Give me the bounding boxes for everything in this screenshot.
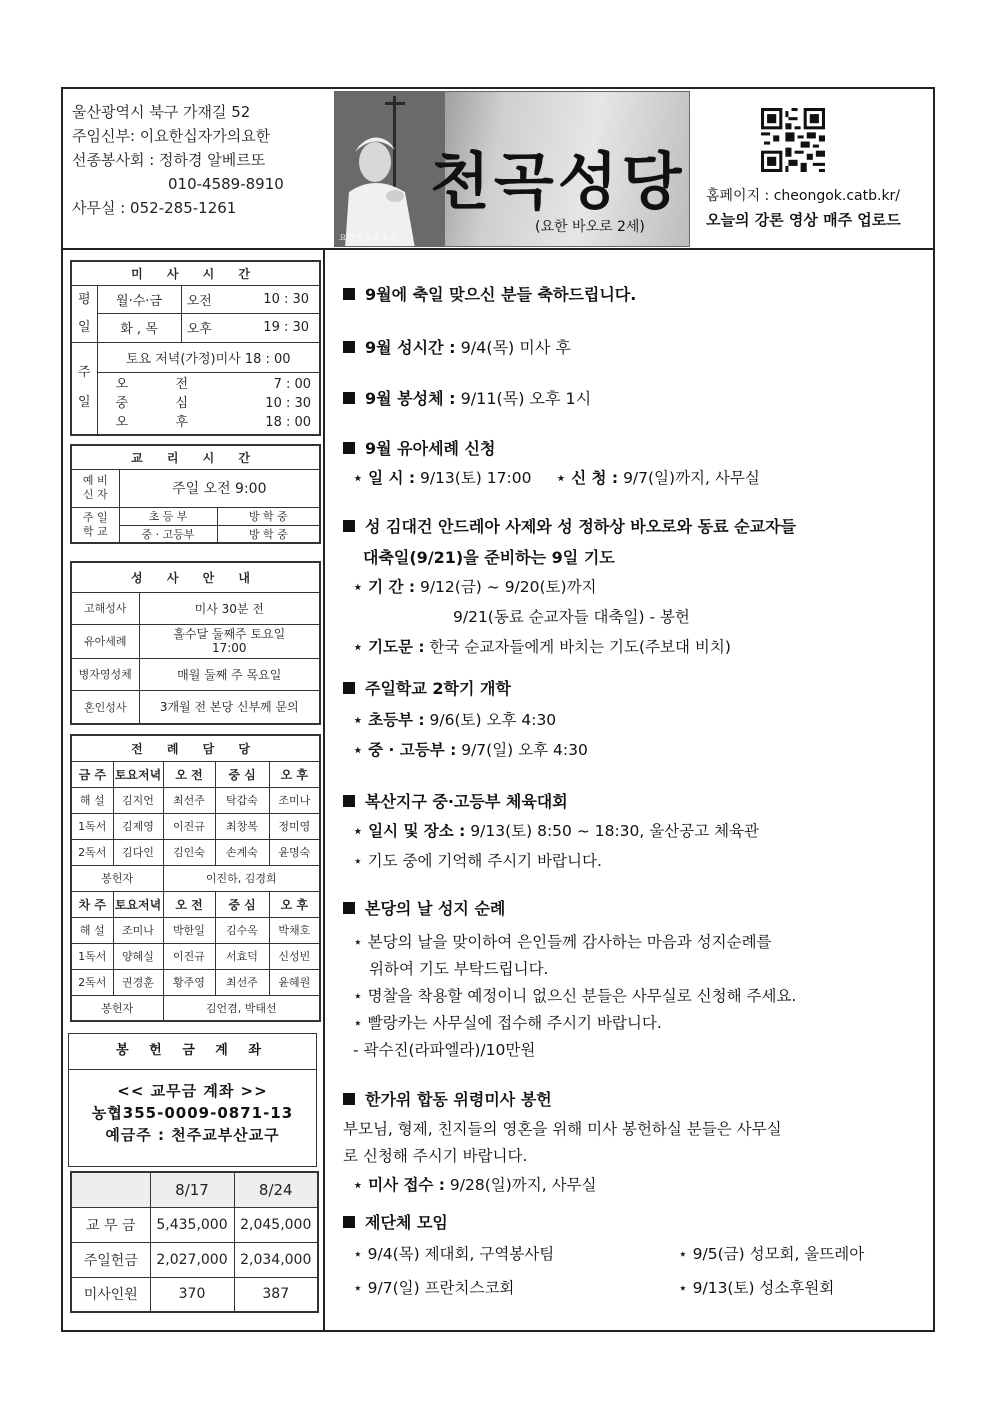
square-bullet-icon — [343, 341, 355, 353]
roster-header: 오 후 — [269, 891, 320, 917]
sacrament-info: 3개월 전 본당 신부께 문의 — [139, 690, 320, 724]
sacrament-info: 홀수달 둘째주 토요일 17:00 — [139, 624, 320, 658]
sacraments-table — [70, 561, 321, 725]
square-bullet-icon — [343, 520, 355, 532]
table-row: 교 무 금 5,435,000 2,045,000 — [71, 1207, 318, 1242]
table-row: 봉헌자 이진하, 김경희 — [71, 865, 320, 891]
notice-holy-hour: 9월 성시간 : 9/4(목) 미사 후 — [343, 335, 933, 358]
weekday-days: 화 , 목 — [97, 314, 181, 343]
notice-requiem-mass: 한가위 합동 위령미사 봉헌 부모님, 형제, 친지들의 영혼을 위해 미사 봉헌하실 분들은 사무실 로 신청해 주시기 바랍니다. ⋆ 미사 접수 : 9/28(일)까지, 사무실 — [343, 1090, 782, 1194]
weekday-ampm: 오후 — [181, 314, 217, 343]
catechism-table — [70, 444, 321, 544]
church-patron: (요한 바오로 2세) — [535, 219, 645, 235]
sacrament-info: 미사 30분 전 — [139, 592, 320, 624]
address: 울산광역시 북구 가재길 52 — [72, 103, 251, 121]
square-bullet-icon — [343, 288, 355, 300]
weekday-time: 19 : 30 — [217, 314, 320, 343]
qr-code-icon[interactable] — [761, 108, 825, 172]
finance-corner — [71, 1172, 150, 1207]
pope-photo — [335, 92, 445, 247]
roster-header: 금 주 — [71, 761, 113, 787]
sunday-mass-row: 오 전 7 : 00 — [115, 376, 312, 392]
sacrament-name: 병자영성체 — [71, 658, 139, 690]
council: 선종봉사회 : 정하경 알베르또 — [72, 151, 266, 169]
saturday-mass: 토요 저녁(가정)미사 18 : 00 — [97, 342, 320, 372]
table-row: 1독서 양혜실 이진규 서효덕 신성빈 — [71, 943, 320, 969]
weekday-days: 월·수·금 — [97, 285, 181, 314]
sacrament-info: 매월 둘째 주 목요일 — [139, 658, 320, 690]
catechumen-time: 주일 오전 9:00 — [119, 469, 320, 507]
church-info — [72, 100, 284, 220]
square-bullet-icon — [343, 795, 355, 807]
photo-caption: 요한 바오로 2세 — [339, 233, 396, 242]
notice-sports-day: 복산지구 중·고등부 체육대회 ⋆ 일시 및 장소 : 9/13(토) 8:50 ~ 18:30, 울산공고 체육관 ⋆ 기도 중에 기억해 주시기 바랍니다. — [343, 789, 933, 876]
notice-group-meetings: 제단체 모임 ⋆ 9/4(목) 제대회, 구역봉사팀 ⋆ 9/5(금) 성모회, 울뜨레아 ⋆ 9/7(일) 프란치스코회 ⋆ 9/13(토) 성소후원회 — [343, 1210, 933, 1305]
catechumen-label: 예 비 신 자 — [71, 469, 119, 507]
roster-header: 오 전 — [163, 761, 215, 787]
roster-header: 차 주 — [71, 891, 113, 917]
weekday-time: 10 : 30 — [217, 285, 320, 314]
finance-date: 8/24 — [234, 1172, 318, 1207]
square-bullet-icon — [343, 392, 355, 404]
sacraments-title: 성 사 안 내 — [71, 562, 320, 592]
homepage-link[interactable]: 홈페이지 : cheongok.catb.kr/ — [706, 188, 901, 204]
roster-header: 오 전 — [163, 891, 215, 917]
table-row: 해 설 김지언 최선주 탁갑숙 조미나 — [71, 787, 320, 813]
liturgy-roster — [70, 734, 321, 1022]
school-group: 중 · 고등부 — [119, 525, 217, 543]
pastor: 주임신부: 이요한십자가의요한 — [72, 127, 271, 145]
liturgy-title: 전 례 담 당 — [71, 735, 320, 761]
homepage-info — [706, 184, 901, 232]
school-time: 방 학 중 — [217, 507, 320, 525]
mass-times-table — [70, 260, 321, 436]
square-bullet-icon — [343, 1093, 355, 1105]
account-heading: << 교무금 계좌 >> — [117, 1082, 268, 1100]
notice-communion-sick: 9월 봉성체 : 9/11(목) 오후 1시 — [343, 386, 933, 409]
sunday-school-label: 주 일 학 교 — [71, 507, 119, 543]
roster-header: 토요저녁 — [113, 761, 163, 787]
council-phone: 010-4589-8910 — [168, 175, 284, 193]
sacrament-name: 고해성사 — [71, 592, 139, 624]
table-row: 2독서 권경훈 황주영 최선주 윤혜원 — [71, 969, 320, 995]
square-bullet-icon — [343, 682, 355, 694]
school-group: 초 등 부 — [119, 507, 217, 525]
sunday-mass-row: 오 후 18 : 00 — [115, 414, 312, 430]
table-row: 봉헌자 김언겸, 박태선 — [71, 995, 320, 1021]
roster-header: 토요저녁 — [113, 891, 163, 917]
church-title: 천곡성당 — [430, 145, 686, 218]
catechism-title: 교 리 시 간 — [71, 445, 320, 469]
column-divider — [323, 249, 325, 1332]
donation-account-box — [68, 1033, 317, 1167]
square-bullet-icon — [343, 1216, 355, 1228]
office-phone: 사무실 : 052-285-1261 — [72, 199, 237, 217]
sunday-mass-row: 중 심 10 : 30 — [115, 395, 312, 411]
notice-novena: 성 김대건 안드레아 사제와 성 정하상 바오로와 동료 순교자들 대축일(9/21)을 준비하는 9일 기도 ⋆ 기 간 : 9/12(금) ~ 9/20(토)까지 9/21(동료 순교자들 대축일) - 봉헌 ⋆ 기도문 : 한국 순교자들에게 바치는 기도(주보대 비치) — [343, 514, 933, 662]
notice-sunday-school: 주일학교 2학기 개학 ⋆ 초등부 : 9/6(토) 오후 4:30 ⋆ 중 · 고등부 : 9/7(일) 오후 4:30 — [343, 676, 933, 765]
sacrament-name: 유아세례 — [71, 624, 139, 658]
finance-date: 8/17 — [150, 1172, 234, 1207]
square-bullet-icon — [343, 442, 355, 454]
notice-infant-baptism: 9월 유아세례 신청 ⋆ 일 시 : 9/13(토) 17:00 ⋆ 신 청 : 9/7(일)까지, 사무실 — [343, 436, 933, 493]
weekday-ampm: 오전 — [181, 285, 217, 314]
mass-times-title: 미 사 시 간 — [71, 261, 320, 285]
account-holder: 예금주 : 천주교부산교구 — [105, 1126, 280, 1144]
finance-table — [70, 1171, 319, 1313]
roster-header: 중 심 — [215, 891, 269, 917]
table-row: 미사인원 370 387 — [71, 1277, 318, 1312]
sermon-upload-note: 오늘의 강론 영상 매주 업로드 — [706, 211, 901, 229]
roster-header: 중 심 — [215, 761, 269, 787]
table-row: 1독서 김제영 이진규 최창복 정미영 — [71, 813, 320, 839]
notice-feast-days: 9월에 축일 맞으신 분들 축하드립니다. — [343, 282, 933, 305]
sunday-label: 주 일 — [71, 342, 97, 435]
table-row: 2독서 김다인 김인숙 손계숙 윤명숙 — [71, 839, 320, 865]
sacrament-name: 혼인성사 — [71, 690, 139, 724]
notice-pilgrimage: 본당의 날 성지 순례 ⋆ 본당의 날을 맞이하여 은인들께 감사하는 마음과 성지순례를 위하여 기도 부탁드립니다. ⋆ 명찰을 착용할 예정이니 없으신 분들은 사무실로 신청해 주세요. ⋆ 빨랑카는 사무실에 접수해 주시기 바랍니다. - 곽수진(라파엘라)/10만원 — [343, 896, 933, 1064]
account-title: 봉 헌 금 계 좌 — [69, 1034, 316, 1070]
weekday-label: 평 일 — [71, 285, 97, 342]
table-row: 해 설 조미나 박한일 김수옥 박채호 — [71, 917, 320, 943]
table-row: 주일헌금 2,027,000 2,034,000 — [71, 1242, 318, 1277]
header-divider — [61, 248, 935, 250]
account-number: 농협355-0009-0871-13 — [91, 1104, 294, 1122]
school-time: 방 학 중 — [217, 525, 320, 543]
roster-header: 오 후 — [269, 761, 320, 787]
square-bullet-icon — [343, 902, 355, 914]
title-banner — [334, 91, 690, 247]
